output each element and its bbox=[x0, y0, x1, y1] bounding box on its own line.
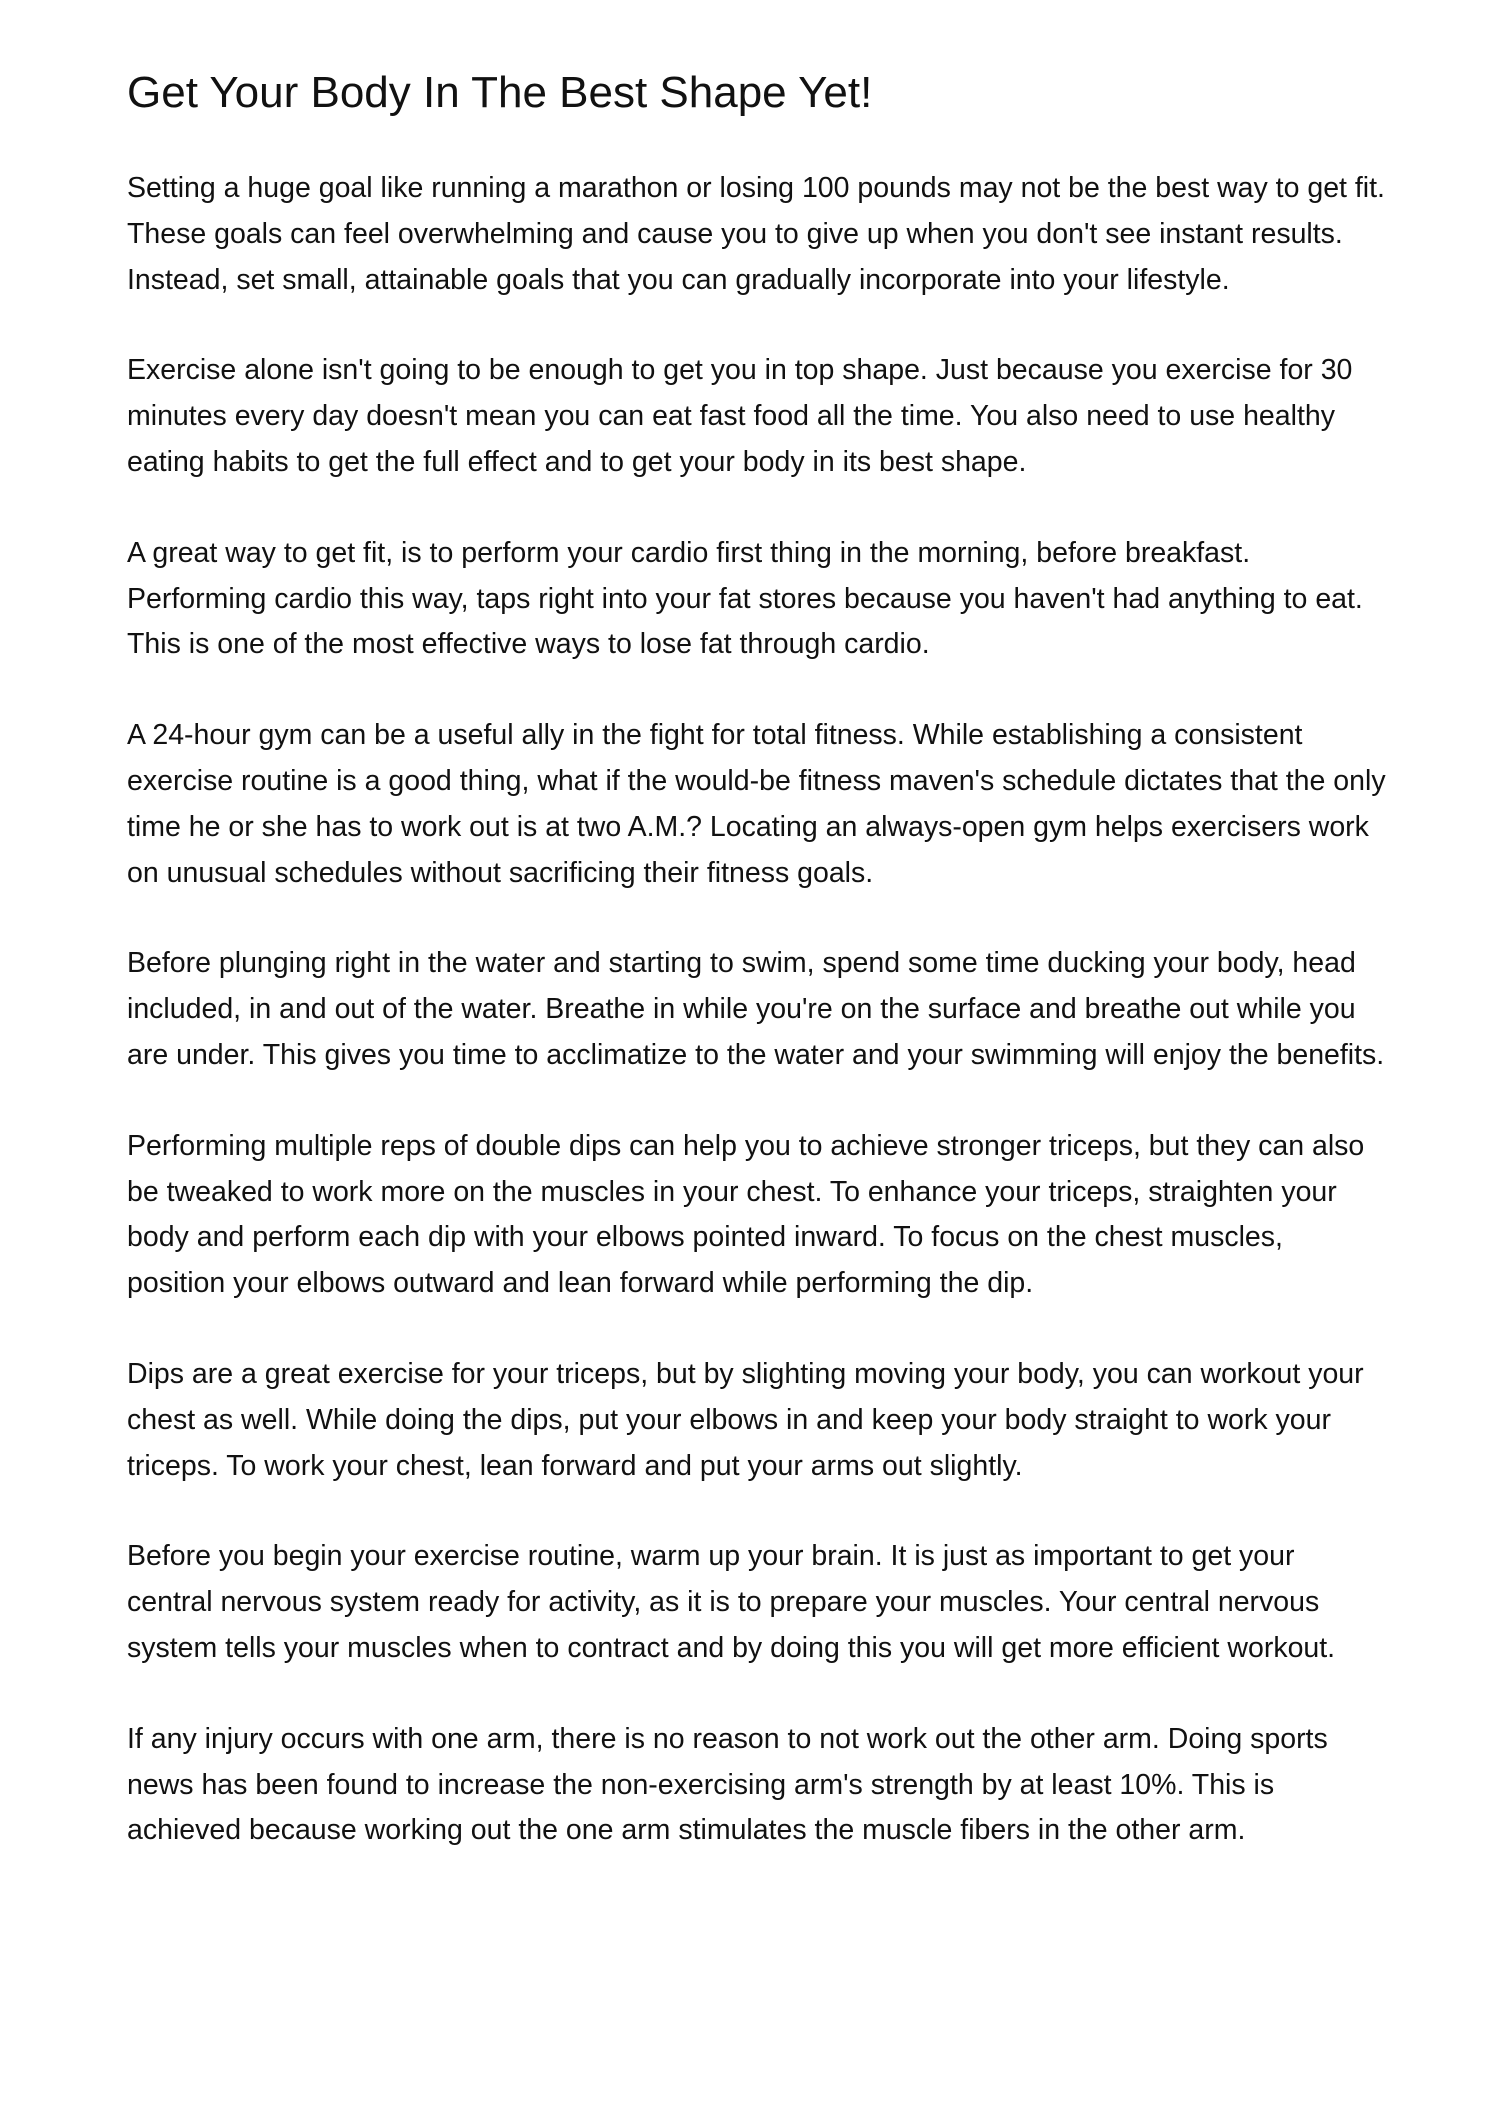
paragraph-warm-up-brain: Before you begin your exercise routine, warm up your brain. It is just as important to get your central nervous system ready for activity, as it is to prepare your muscles. Your central nervous system tells your muscles when to contract and by doing this you will get more efficient workout. bbox=[127, 1540, 1336, 1664]
paragraph-morning-cardio: A great way to get fit, is to perform your cardio first thing in the morning, before breakfast. Performing cardio this way, taps right into your fat stores because you haven't had anything to eat. This is one of the most effective ways to lose fat through cardio. bbox=[127, 536, 1363, 661]
paragraph-24-hour-gym: A 24-hour gym can be a useful ally in the fight for total fitness. While establishing a consistent exercise routine is a good thing, what if the would-be fitness maven's schedule dictates that the only time he or she has to work out is at two A.M.? Locating an always-open gym helps exercisers work on unusual schedules without sacrificing their fitness goals. bbox=[127, 719, 1386, 889]
paragraph-double-dips: Performing multiple reps of double dips can help you to achieve stronger triceps, but they can also be tweaked to work more on the muscles in your chest. To enhance your triceps, straighten your body and perform each dip with your elbows pointed inward. To focus on the chest muscles, position your elbows outward and lean forward while performing the dip. bbox=[127, 1129, 1365, 1300]
document-page bbox=[127, 62, 1387, 1899]
paragraph-diet: Exercise alone isn't going to be enough to get you in top shape. Just because you exercise for 30 minutes every day doesn't mean you can eat fast food all the time. You also need to use healthy eating habits to get the full effect and to get your body in its best shape. bbox=[127, 354, 1353, 478]
paragraph-injury: If any injury occurs with one arm, there is no reason to not work out the other arm. Doing sports news has been found to increase the non-exercising arm's strength by at least 10%. This is achieved because working out the one arm stimulates the muscle fibers in the other arm. bbox=[127, 1722, 1328, 1847]
paragraph-dips-chest: Dips are a great exercise for your triceps, but by slighting moving your body, you can workout your chest as well. While doing the dips, put your elbows in and keep your body straight to work your triceps. To work your chest, lean forward and put your arms out slightly. bbox=[127, 1357, 1364, 1482]
paragraph-swimming: Before plunging right in the water and starting to swim, spend some time ducking your body, head included, in and out of the water. Breathe in while you're on the surface and breathe out while you are under. This gives you time to acclimatize to the water and your swimming will enjoy the benefits. bbox=[127, 947, 1385, 1071]
paragraph-goals: Setting a huge goal like running a marathon or losing 100 pounds may not be the best way to get fit. These goals can feel overwhelming and cause you to give up when you don't see instant results. Instead, set small, attainable goals that you can gradually incorporate into your lifestyle. bbox=[127, 172, 1385, 296]
page-title: Get Your Body In The Best Shape Yet! bbox=[127, 68, 873, 117]
